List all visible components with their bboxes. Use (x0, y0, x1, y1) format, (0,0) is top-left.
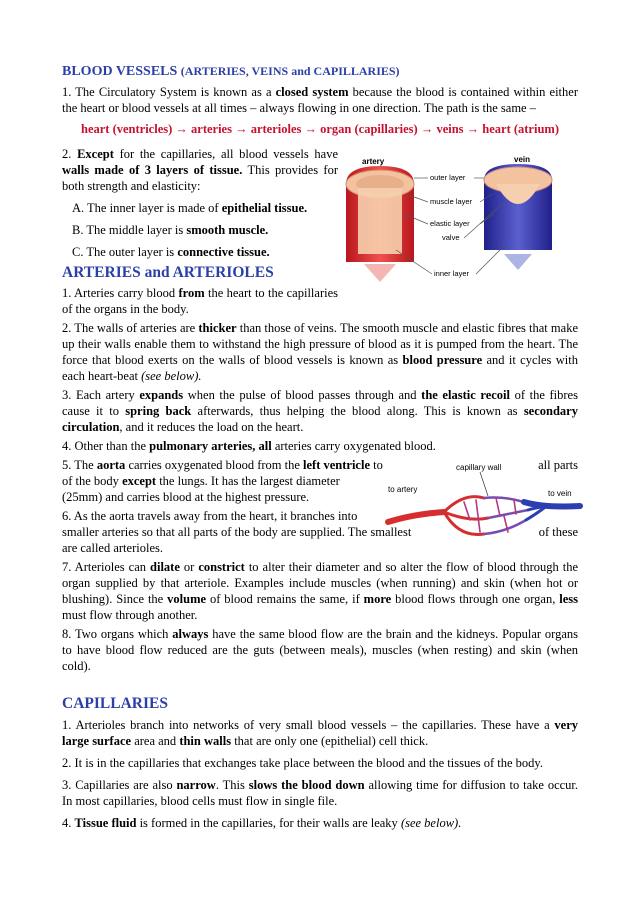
label-capillary-wall: capillary wall (456, 463, 502, 472)
artery-vein-diagram (334, 154, 580, 288)
layers-section (62, 146, 338, 317)
label-to-vein: to vein (548, 489, 572, 498)
arteries-p1: 1. Arteries carry blood from the heart to the capillaries of the organs in the body. (62, 286, 338, 316)
capillary-vessels (388, 497, 580, 535)
arteries-p7: 7. Arterioles can dilate or constrict to alter their diameter and so alter the flow of blood through the organ supplied by that arteriole. Examples include muscles (when running) and skin (when hot or blushing). Since the volume of blood remains the same, if more blood flows through one organ, less must flow through another. (62, 560, 579, 622)
capillaries-p2: 2. It is in the capillaries that exchanges take place between the blood and the tissues of the body. (62, 756, 543, 770)
document-page (62, 62, 578, 831)
circulation-path: heart (ventricles) → arteries → arterioles → organ (capillaries) → veins → heart (atrium) (81, 122, 559, 136)
capillaries-p3: 3. Capillaries are also narrow. This slows the blood down allowing time for diffusion to take occur. In most capillaries, blood cells must flow in single file. (62, 778, 579, 808)
arteries-p5: 5. The aorta carries oxygenated blood from the left ventricle to all parts of the body except the lungs. It has the largest diameter (25mm) and carries blood at the highest pressure. (62, 458, 578, 504)
page-title (62, 62, 578, 81)
intro-paragraph: 1. The Circulatory System is known as a closed system because the blood is contained within either the heart or blood vessels at all times – always flowing in one direction. The path is the same – (62, 85, 578, 115)
label-elastic-layer: elastic layer (430, 219, 470, 228)
title-main: BLOOD VESSELS (62, 64, 178, 79)
title-sub: (ARTERIES, VEINS and CAPILLARIES) (180, 64, 400, 78)
arteries-p2: 2. The walls of arteries are thicker than those of veins. The smooth muscle and elastic fibres that make up their walls enable them to withstand the high pressure of blood as it is pumped from the heart. The force that blood exerts on the walls of blood vessels is known as blood pressure and it cycles with each heart-beat (see below). (62, 321, 578, 383)
label-to-artery: to artery (388, 485, 418, 494)
capillaries-p1: 1. Arterioles branch into networks of very small blood vessels – the capillaries. These have a very large surface area and thin walls that are only one (epithelial) cell thick. (62, 718, 578, 748)
capillary-network-diagram (384, 462, 584, 550)
arteries-p6: 6. As the aorta travels away from the heart, it branches into smaller arteries so that all parts of the body are supplied. The smallest of these are called arterioles. (62, 509, 578, 555)
capillaries-p4: 4. Tissue fluid is formed in the capillaries, for their walls are leaky (see below). (62, 816, 462, 830)
layers-paragraph: 2. Except for the capillaries, all blood vessels have walls made of 3 layers of tissue. This provides for both strength and elasticity: (62, 147, 339, 193)
arteries-heading: ARTERIES and ARTERIOLES (62, 264, 274, 281)
vein-illustration (484, 164, 552, 270)
layer-b: B. The middle layer is smooth muscle. (72, 223, 269, 237)
layer-c: C. The outer layer is connective tissue. (72, 245, 270, 259)
capillaries-heading: CAPILLARIES (62, 695, 168, 712)
arteries-p8: 8. Two organs which always have the same blood flow are the brain and the kidneys. Popular organs to have blood flow reduced are the guts (between meals), muscles (when resting) and skin (when cold). (62, 627, 578, 673)
label-valve: valve (442, 233, 460, 242)
artery-illustration (346, 166, 414, 282)
arteries-p3: 3. Each artery expands when the pulse of blood passes through and the elastic recoil of the fibres cause it to spring back afterwards, thus helping the blood along. This is known as secondary circulation, and it reduces the load on the heart. (62, 388, 578, 434)
label-artery: artery (362, 157, 385, 166)
arteries-p4: 4. Other than the pulmonary arteries, all arteries carry oxygenated blood. (62, 439, 436, 453)
label-muscle-layer: muscle layer (430, 197, 473, 206)
layer-a: A. The inner layer is made of epithelial tissue. (72, 201, 308, 215)
label-vein: vein (514, 155, 531, 164)
label-inner-layer: inner layer (434, 269, 470, 278)
label-outer-layer: outer layer (430, 173, 466, 182)
